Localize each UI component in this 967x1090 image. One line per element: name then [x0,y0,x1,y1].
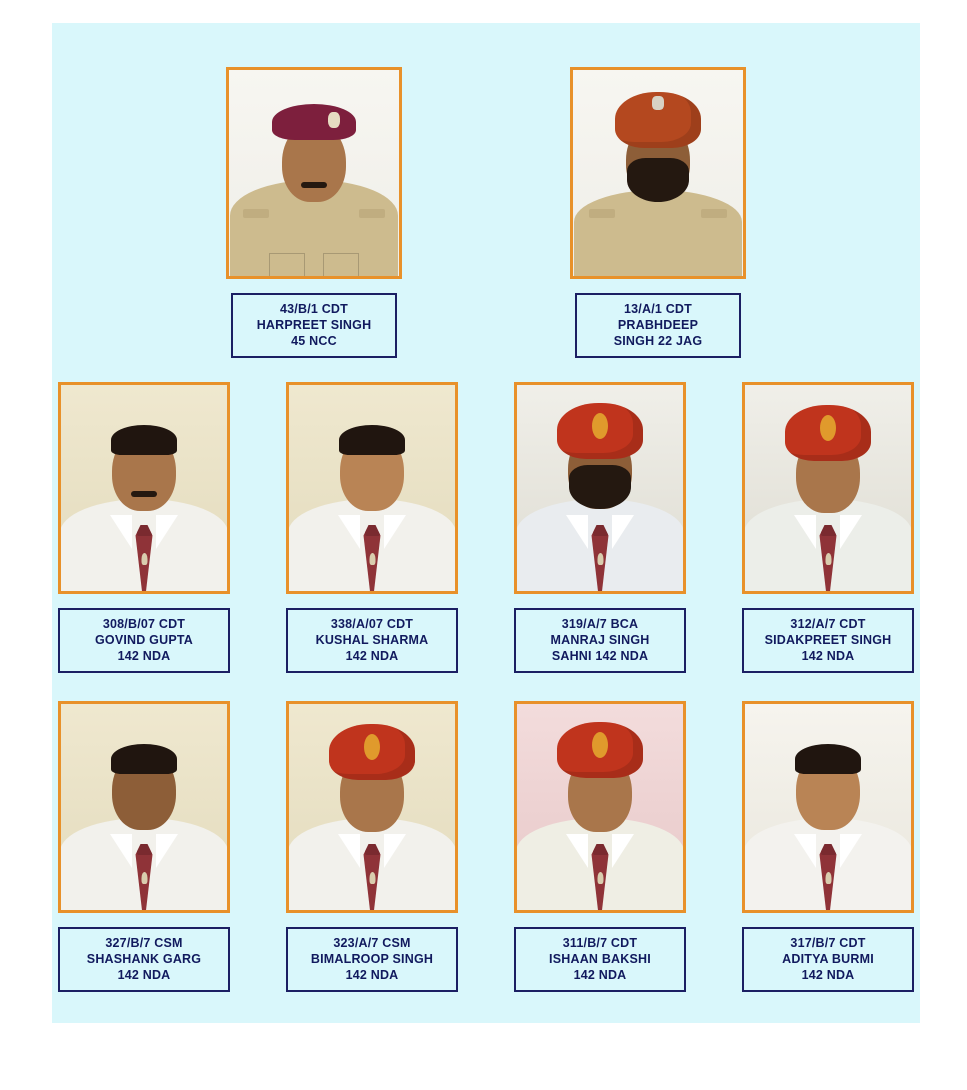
caption-line-3: 142 NDA [345,649,399,663]
cadet-portrait-kushal-sharma [286,382,458,594]
cadet-portrait-sidakpreet-singh [742,382,914,594]
caption-line-2: BIMALROOP SINGH [310,952,434,966]
caption-line-3: 142 NDA [801,968,855,982]
caption-line-1: 319/A/7 BCA [561,617,639,631]
cadet-portrait-aditya-burmi [742,701,914,913]
caption-line-2: SHASHANK GARG [86,952,202,966]
cadet-portrait-harpreet-singh [226,67,402,279]
caption-line-1: 317/B/7 CDT [790,936,866,950]
caption-line-3: 142 NDA [801,649,855,663]
caption-line-1: 43/B/1 CDT [280,302,348,316]
caption-line-1: 311/B/7 CDT [562,936,638,950]
caption-line-2: PRABHDEEP [617,318,699,332]
cadet-caption-shashank-garg [58,927,230,992]
cadet-caption-prabhdeep-singh [575,293,741,358]
cadet-photo-board [52,23,920,1023]
cadet-card-sidakpreet-singh [742,382,914,673]
caption-line-2: ADITYA BURMI [782,952,874,966]
cadet-caption-aditya-burmi [742,927,914,992]
cadet-card-govind-gupta [58,382,230,673]
cadet-card-kushal-sharma [286,382,458,673]
cadet-caption-manraj-singh-sahni [514,608,686,673]
caption-line-2: SIDAKPREET SINGH [764,633,892,647]
caption-line-3: 45 NCC [291,334,337,348]
caption-line-1: 323/A/7 CSM [333,936,411,950]
caption-line-3: 142 NDA [117,968,171,982]
senior-cadets-row [52,23,920,358]
caption-line-3: SINGH 22 JAG [613,334,703,348]
cadet-portrait-prabhdeep-singh [570,67,746,279]
caption-line-2: HARPREET SINGH [256,318,372,332]
cadet-portrait-ishaan-bakshi [514,701,686,913]
cadet-card-harpreet-singh [226,67,402,358]
caption-line-3: SAHNI 142 NDA [551,649,649,663]
cadet-portrait-bimalroop-singh [286,701,458,913]
cadet-caption-bimalroop-singh [286,927,458,992]
caption-line-2: GOVIND GUPTA [94,633,193,647]
caption-line-1: 338/A/07 CDT [330,617,414,631]
cadet-portrait-shashank-garg [58,701,230,913]
cadet-card-prabhdeep-singh [570,67,746,358]
cadet-portrait-manraj-singh-sahni [514,382,686,594]
cadet-portrait-govind-gupta [58,382,230,594]
cadet-card-manraj-singh-sahni [514,382,686,673]
cadet-caption-sidakpreet-singh [742,608,914,673]
caption-line-2: MANRAJ SINGH [550,633,650,647]
caption-line-2: KUSHAL SHARMA [315,633,429,647]
cadet-caption-govind-gupta [58,608,230,673]
cadets-row-3 [52,673,920,992]
cadets-row-2 [52,358,920,673]
caption-line-1: 312/A/7 CDT [790,617,866,631]
cadet-card-aditya-burmi [742,701,914,992]
cadet-card-shashank-garg [58,701,230,992]
cadet-caption-kushal-sharma [286,608,458,673]
caption-line-3: 142 NDA [345,968,399,982]
cadet-card-ishaan-bakshi [514,701,686,992]
cadet-card-bimalroop-singh [286,701,458,992]
caption-line-1: 327/B/7 CSM [105,936,183,950]
cadet-caption-harpreet-singh [231,293,397,358]
cadet-caption-ishaan-bakshi [514,927,686,992]
caption-line-1: 308/B/07 CDT [102,617,186,631]
caption-line-3: 142 NDA [117,649,171,663]
caption-line-3: 142 NDA [573,968,627,982]
caption-line-2: ISHAAN BAKSHI [549,952,651,966]
caption-line-1: 13/A/1 CDT [624,302,692,316]
